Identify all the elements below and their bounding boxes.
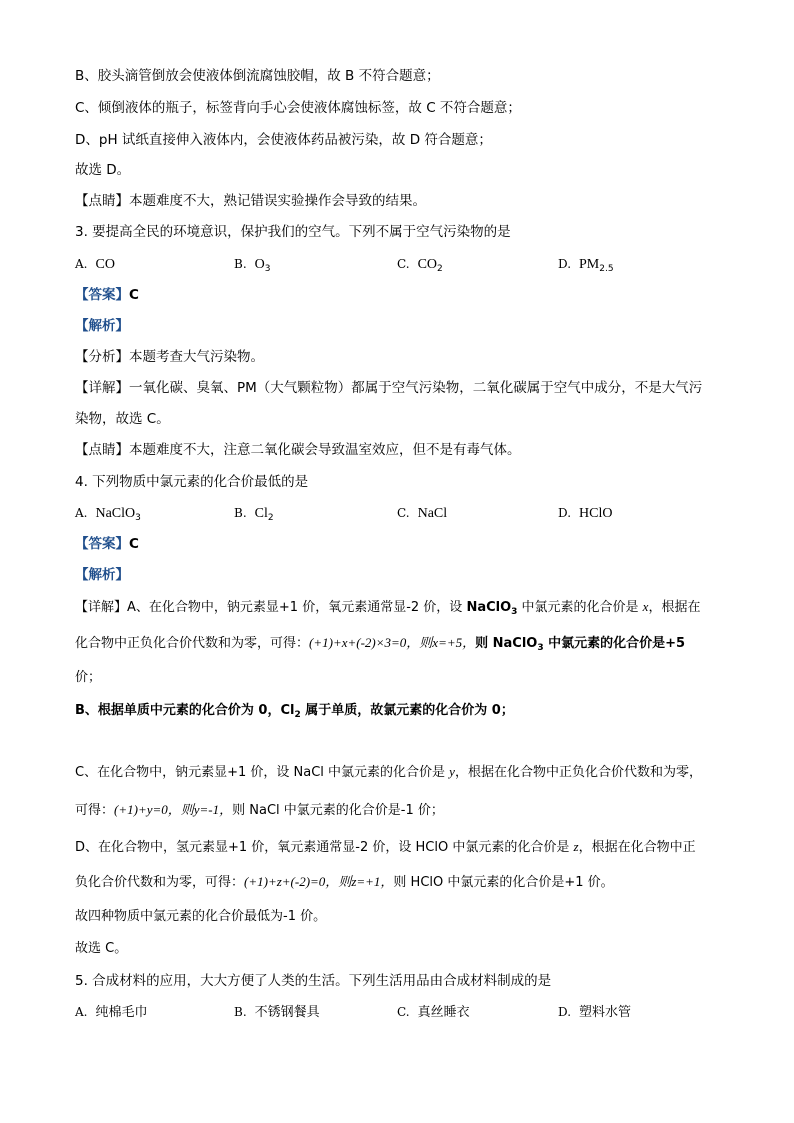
option-letter: D.	[558, 506, 572, 520]
q4-detail-c-line-2	[75, 800, 444, 821]
option-letter: B.	[234, 257, 247, 271]
comment-tag: 【点睛】	[75, 193, 129, 209]
q3-answer	[75, 285, 139, 305]
dianjing-text: 本题难度不大，注意二氧化碳会导致温室效应，但不是有毒气体。	[129, 442, 521, 458]
text-line: 故选 D。	[75, 162, 131, 178]
q4-choice: 故选 C。	[75, 941, 128, 956]
option-text: PM	[579, 257, 600, 272]
q4-detail-a-line-1	[75, 597, 700, 618]
answer-tag: 【答案】	[75, 287, 129, 303]
question-3-stem: 3. 要提高全民的环境意识，保护我们的空气。下列不属于空气污染物的是	[75, 224, 511, 240]
option-text: CO	[417, 257, 438, 272]
q4-conclusion: 故四种物质中氯元素的化合价最低为-1 价。	[75, 909, 327, 924]
q3-option-d	[558, 254, 614, 275]
q4-option-b	[234, 503, 274, 524]
comment-text: 本题难度不大，熟记错误实验操作会导致的结果。	[129, 193, 426, 209]
q3-option-b	[234, 254, 271, 275]
option-subscript: 2.5	[599, 264, 614, 274]
option-text: NaCl	[417, 506, 448, 521]
q3-option-c	[397, 254, 443, 275]
q5-option-d	[558, 1002, 631, 1023]
option-text: 不锈钢餐具	[254, 1005, 320, 1020]
option-subscript: 3	[264, 264, 271, 274]
option-text: 塑料水管	[579, 1005, 632, 1020]
option-text: O	[254, 257, 265, 272]
text-segment: A、在化合物中，钠元素显+1 价，氧元素通常显-2 价，设	[127, 600, 467, 615]
q3-dianjing	[75, 440, 521, 460]
text-segment: B、根据单质中元素的化合价为 0，	[75, 703, 281, 718]
option-letter: B.	[234, 1005, 247, 1019]
detail-tag: 【详解】	[75, 600, 128, 615]
option-letter: C.	[397, 506, 410, 520]
q4-option-d	[558, 503, 612, 524]
detail-text: 一氧化碳、臭氧、PM（大气颗粒物）都属于空气污染物，二氧化碳属于空气中成分，不是大气污	[129, 380, 703, 396]
formula-subscript: 3	[537, 643, 544, 653]
text-segment: 化合物中正负化合价代数和为零，可得：	[75, 636, 310, 651]
q4-detail-b	[75, 701, 514, 721]
q3-option-a	[75, 254, 115, 275]
equation-result: 则z=+1，	[338, 874, 394, 889]
q5-option-b	[234, 1002, 320, 1023]
q4-option-c	[397, 503, 447, 524]
text-segment: D、在化合物中，氢元素显+1 价，氧元素通常显-2 价，设 HClO 中氯元素的化合价是	[75, 840, 574, 855]
option-letter: C.	[397, 257, 410, 271]
text-segment: 负化合价代数和为零，可得：	[75, 875, 245, 890]
option-letter: A.	[75, 1005, 88, 1019]
text-segment: C、在化合物中，钠元素显+1 价，设 NaCl 中氯元素的化合价是	[75, 765, 450, 780]
q5-option-a	[75, 1002, 148, 1023]
answer-value: C	[129, 536, 139, 552]
q5-option-c	[397, 1002, 470, 1023]
answer-tag: 【答案】	[75, 536, 129, 552]
option-letter: A.	[75, 506, 88, 520]
q4-answer	[75, 534, 139, 554]
option-text: 纯棉毛巾	[95, 1005, 148, 1020]
question-4-stem: 4. 下列物质中氯元素的化合价最低的是	[75, 474, 309, 490]
text-segment: ，根据在化合物中正	[578, 840, 696, 855]
text-segment: 则 HClO 中氯元素的化合价是+1 价。	[393, 875, 614, 890]
text-segment: ，根据在化合物中正负化合价代数和为零，	[454, 765, 702, 780]
option-subscript: 2	[267, 513, 274, 523]
detail-tag: 【详解】	[75, 380, 129, 396]
option-text: NaClO	[95, 506, 136, 521]
option-letter: B.	[234, 506, 247, 520]
text-segment: 则 NaClO	[475, 636, 538, 651]
text-segment: 则 NaCl 中氯元素的化合价是-1 价；	[232, 803, 444, 818]
text-segment: 可得：	[75, 803, 115, 818]
question-5-stem: 5. 合成材料的应用，大大方便了人类的生活。下列生活用品由合成材料制成的是	[75, 973, 552, 989]
q3-detail-line-1	[75, 378, 702, 398]
fenxi-text: 本题考查大气污染物。	[129, 349, 264, 365]
option-subscript: 3	[135, 513, 141, 523]
equation-result: 则y=-1，	[180, 802, 233, 817]
option-text: CO	[95, 257, 115, 272]
fenxi-tag: 【分析】	[75, 349, 129, 365]
q4-detail-c-line-1	[75, 762, 702, 783]
comment-line	[75, 191, 426, 211]
q3-detail-line-2: 染物，故选 C。	[75, 411, 170, 427]
formula-subscript: 2	[294, 710, 301, 720]
option-text: HClO	[579, 506, 613, 521]
text-line: D、pH 试纸直接伸入液体内，会使液体药品被污染，故 D 符合题意；	[75, 132, 492, 148]
analysis-tag: 【解析】	[75, 318, 129, 334]
equation: (+1)+z+(-2)=0，	[244, 874, 339, 889]
variable: y	[449, 764, 455, 779]
q4-analysis-heading	[75, 565, 129, 585]
option-letter: D.	[558, 1005, 572, 1019]
formula-subscript: 3	[511, 607, 518, 617]
q3-fenxi	[75, 347, 264, 367]
option-letter: D.	[558, 257, 572, 271]
formula: NaClO	[466, 600, 512, 615]
equation-result: 则x=+5，	[419, 635, 476, 650]
option-text: 真丝睡衣	[417, 1005, 470, 1020]
text-segment: 中氯元素的化合价是	[517, 600, 643, 615]
option-letter: A.	[75, 257, 88, 271]
text-segment: 中氯元素的化合价是+5	[543, 636, 686, 651]
analysis-tag: 【解析】	[75, 567, 129, 583]
q4-detail-d-line-1	[75, 837, 696, 858]
variable: z	[573, 839, 579, 854]
formula: Cl	[280, 703, 295, 718]
equation: (+1)+y=0，	[114, 802, 181, 817]
q3-analysis-heading	[75, 316, 129, 336]
q4-detail-a-line-2	[75, 633, 685, 654]
text-segment: ，根据在	[648, 600, 701, 615]
q4-detail-d-line-2	[75, 872, 614, 893]
equation: (+1)+x+(-2)×3=0，	[309, 635, 420, 650]
option-letter: C.	[397, 1005, 410, 1019]
option-subscript: 2	[437, 264, 443, 274]
dianjing-tag: 【点睛】	[75, 442, 129, 458]
option-text: Cl	[254, 506, 268, 521]
variable: x	[642, 599, 649, 614]
q4-option-a	[75, 503, 141, 524]
text-segment: 属于单质，故氯元素的化合价为 0；	[300, 703, 514, 718]
answer-value: C	[129, 287, 139, 303]
text-line: C、倾倒液体的瓶子，标签背向手心会使液体腐蚀标签，故 C 不符合题意；	[75, 100, 521, 116]
text-line: B、胶头滴管倒放会使液体倒流腐蚀胶帽，故 B 不符合题意；	[75, 68, 440, 84]
q4-detail-a-line-3: 价；	[75, 670, 102, 685]
